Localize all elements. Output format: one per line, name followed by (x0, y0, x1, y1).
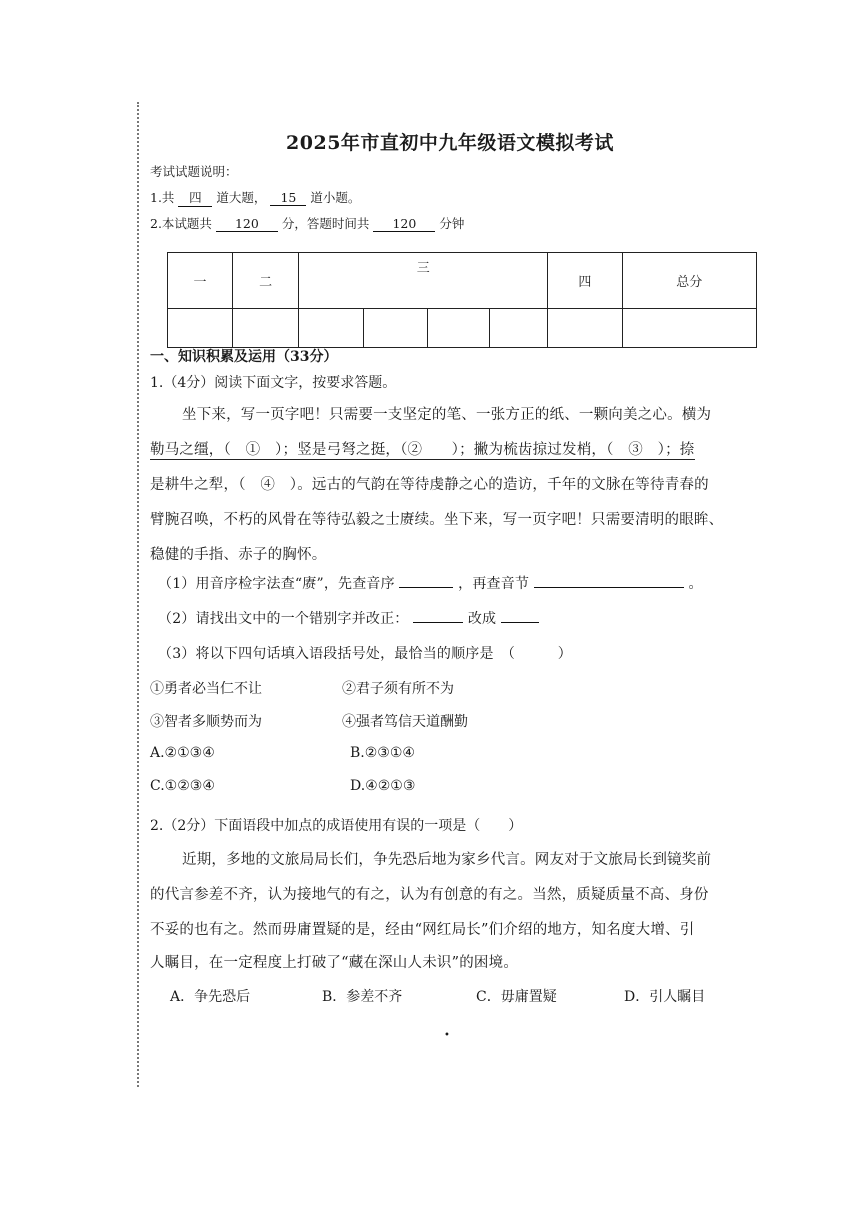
q2-choice-b[interactable]: B．参差不齐 (322, 989, 403, 1005)
q2-choice-c[interactable]: C．毋庸置疑 (476, 989, 557, 1005)
q1-sub-1: （1）用音序检字法查“赓”，先查音序 ，再查音节 。 (158, 576, 703, 592)
question-1-stem: 1.（4分）阅读下面文字，按要求答题。 (150, 375, 397, 391)
score-header-2: 二 (233, 253, 299, 309)
sentence-option-1: ①勇者必当仁不让 (150, 681, 262, 697)
answer-blank-wrong-char[interactable] (413, 622, 463, 623)
answer-blank-index[interactable] (399, 587, 453, 588)
score-cell[interactable] (168, 309, 233, 348)
score-cell[interactable] (299, 309, 364, 348)
score-header-3: 三 (299, 253, 548, 309)
instructions-line-1: 1.共 四 道大题， 15 道小题。 (150, 190, 361, 205)
score-cell[interactable] (364, 309, 428, 348)
q1-sub-3: （3）将以下四句话填入语段括号处，最恰当的顺序是 （ ） (158, 646, 572, 662)
scan-speck: • (444, 1030, 450, 1041)
exam-title: 2025年市直初中九年级语文模拟考试 (286, 132, 614, 154)
q1-para-line-1: 坐下来，写一页字吧！只需要一支坚定的笔、一张方正的纸、一颗向美之心。横为 (182, 407, 712, 423)
score-cell[interactable] (233, 309, 299, 348)
q1-para-line-5: 稳健的手指、赤子的胸怀。 (150, 547, 327, 563)
q2-choice-d[interactable]: D．引人瞩目 (624, 989, 706, 1005)
choice-b[interactable]: B.②③①④ (350, 745, 415, 761)
q2-choice-a[interactable]: A．争先恐后 (170, 989, 251, 1005)
q1-sub-2: （2）请找出文中的一个错别字并改正： 改成 (158, 608, 539, 628)
q2-para-line-1: 近期，多地的文旅局局长们，争先恐后地为家乡代言。网友对于文旅局长到镜奖前 (182, 852, 712, 868)
score-table (167, 252, 757, 348)
score-header-1: 一 (168, 253, 233, 309)
answer-blank-correction[interactable] (501, 622, 539, 623)
choice-d[interactable]: D.④②①③ (350, 778, 416, 794)
section-1-heading: 一、知识积累及运用（33分） (150, 349, 338, 365)
question-count-major: 四 (178, 188, 212, 207)
total-time: 120 (373, 216, 435, 232)
sentence-option-3: ③智者多顺势而为 (150, 714, 262, 730)
sentence-option-2: ②君子须有所不为 (342, 681, 454, 697)
q1-para-line-2: 勒马之缰，（ ① ）；竖是弓弩之挺，（② ）；撇为梳齿掠过发梢，（ ③ ）；捺 (150, 438, 695, 460)
score-header-total: 总分 (622, 253, 756, 309)
choice-a[interactable]: A.②①③④ (150, 745, 215, 761)
answer-blank-syllable[interactable] (534, 587, 684, 588)
instructions-heading: 考试试题说明： (150, 164, 238, 179)
sentence-option-4: ④强者笃信天道酬勤 (342, 714, 468, 730)
score-cell[interactable] (490, 309, 548, 348)
total-score: 120 (216, 216, 278, 232)
q2-para-line-4: 人瞩目，在一定程度上打破了“藏在深山人未识”的困境。 (150, 955, 519, 971)
score-cell[interactable] (548, 309, 622, 348)
question-2-stem: 2.（2分）下面语段中加点的成语使用有误的一项是（ ） (150, 818, 523, 834)
score-header-4: 四 (548, 253, 622, 309)
binding-margin-line (137, 102, 139, 1087)
choice-c[interactable]: C.①②③④ (150, 778, 215, 794)
q1-para-line-4: 臂腕召唤，不朽的风骨在等待弘毅之士赓续。坐下来，写一页字吧！只需要清明的眼眸、 (150, 512, 724, 528)
q2-para-line-3: 不妥的也有之。然而毋庸置疑的是，经由“网红局长”们介绍的地方，知名度大增、引 (150, 922, 695, 938)
question-count-minor: 15 (270, 190, 306, 206)
instructions-line-2: 2.本试题共 120 分，答题时间共 120 分钟 (150, 216, 465, 231)
q1-para-line-3: 是耕牛之犁，（ ④ ）。远古的气韵在等待虔静之心的造访，千年的文脉在等待青春的 (150, 477, 709, 493)
score-cell[interactable] (622, 309, 756, 348)
score-cell[interactable] (428, 309, 490, 348)
q2-para-line-2: 的代言参差不齐，认为接地气的有之，认为有创意的有之。当然，质疑质量不高、身份 (150, 887, 709, 903)
